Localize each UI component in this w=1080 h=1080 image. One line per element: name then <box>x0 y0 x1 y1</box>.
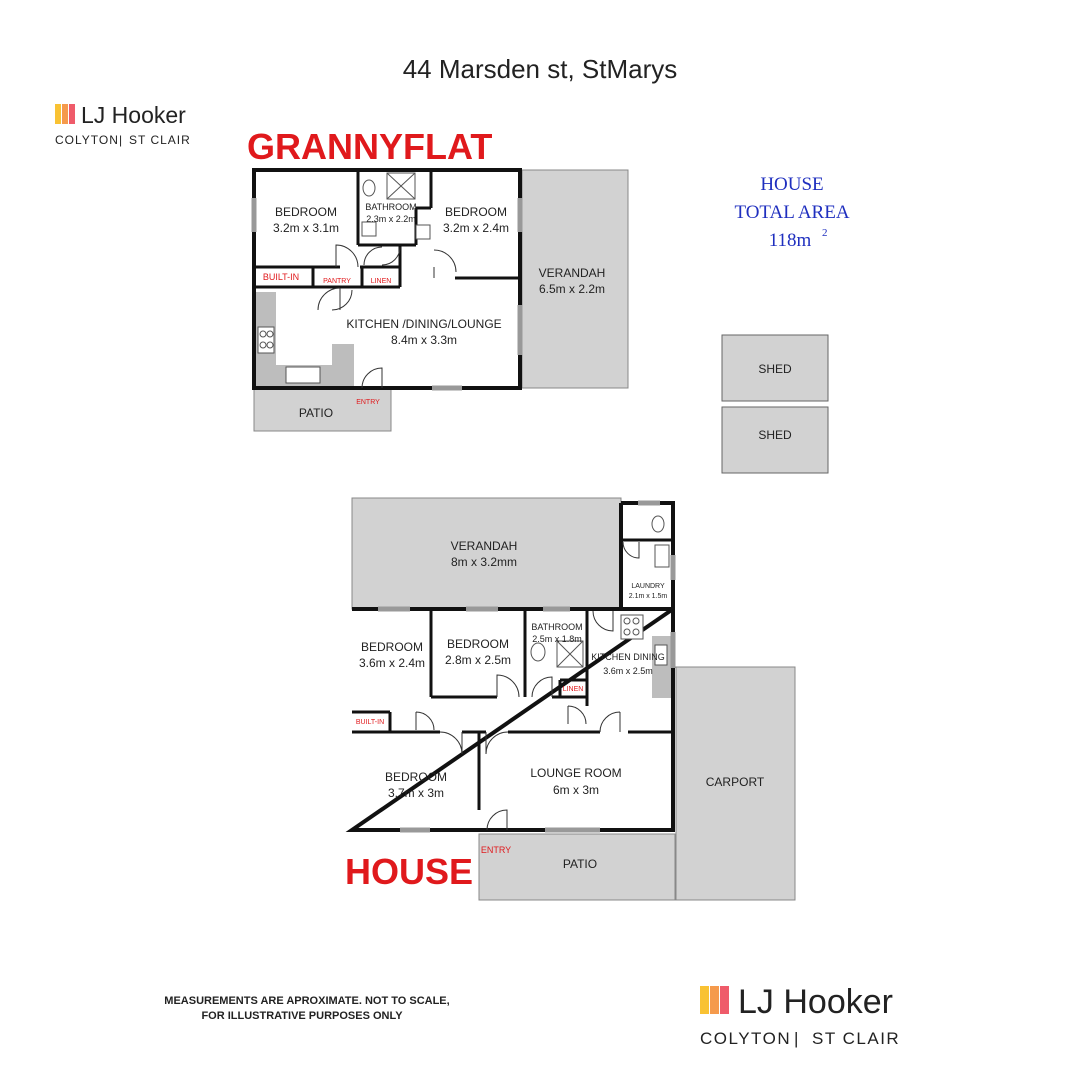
grannyflat-bedroom1-size: 3.2m x 3.1m <box>272 221 340 235</box>
house-verandah-area <box>352 498 621 609</box>
house-bedroom2-name: BEDROOM <box>446 637 510 651</box>
grannyflat-bathroom-name: BATHROOM <box>365 202 417 212</box>
grannyflat-kitchen-name: KITCHEN /DINING/LOUNGE <box>346 317 502 331</box>
house-bedroom1-name: BEDROOM <box>360 640 424 654</box>
grannyflat-kitchen-size: 8.4m x 3.3m <box>390 333 458 347</box>
brand-sub-sep-bottom: | <box>794 1029 799 1048</box>
brand-logo-bottom <box>700 983 900 1048</box>
grannyflat-linen-label: LINEN <box>370 278 392 285</box>
house-lounge-name: LOUNGE ROOM <box>530 766 622 780</box>
house-bedroom3-size: 3.7m x 3m <box>387 786 445 800</box>
house-kitchen-name: KITCHEN DINING <box>591 652 665 662</box>
house-title: HOUSE <box>345 851 474 892</box>
house-builtin-label: BUILT-IN <box>355 719 385 726</box>
total-area-line2: TOTAL AREA <box>734 202 850 223</box>
shed-2-label: SHED <box>758 428 792 442</box>
logo-bar-1 <box>55 104 61 124</box>
grannyflat-builtin-label: BUILT-IN <box>262 272 300 282</box>
grannyflat-bedroom2-name: BEDROOM <box>444 205 508 219</box>
grannyflat-pantry-label: PANTRY <box>323 278 351 285</box>
logo-bar-1-bottom <box>700 986 709 1014</box>
logo-bar-2 <box>62 104 68 124</box>
house-bedroom2-size: 2.8m x 2.5m <box>444 653 512 667</box>
disclaimer-line1: MEASUREMENTS ARE APROXIMATE. NOT TO SCALE, <box>164 995 450 1007</box>
house-entry-label: ENTRY <box>480 845 512 855</box>
house-verandah-size: 8m x 3.2mm <box>450 555 518 569</box>
brand-sub-right-bottom: ST CLAIR <box>812 1029 901 1048</box>
shed-1-label: SHED <box>758 362 792 376</box>
logo-bar-3 <box>69 104 75 124</box>
brand-sub-sep-top: | <box>119 133 123 147</box>
house-laundry-name: LAUNDRY <box>631 583 665 590</box>
house-plan <box>352 498 795 900</box>
logo-bar-3-bottom <box>720 986 729 1014</box>
house-verandah-name: VERANDAH <box>450 539 518 553</box>
house-bathroom-name: BATHROOM <box>531 622 583 632</box>
house-bedroom1-size: 3.6m x 2.4m <box>358 656 426 670</box>
house-laundry-size: 2.1m x 1.5m <box>628 593 668 600</box>
house-carport-name: CARPORT <box>705 775 765 789</box>
house-lounge-size: 6m x 3m <box>552 783 600 797</box>
total-area-line1: HOUSE <box>760 174 824 195</box>
brand-sub-right-top: ST CLAIR <box>129 133 191 147</box>
brand-sub-left-top: COLYTON <box>55 133 119 147</box>
logo-bar-2-bottom <box>710 986 719 1014</box>
total-area-unit: 2 <box>822 227 828 239</box>
grannyflat-bedroom1-name: BEDROOM <box>274 205 338 219</box>
house-patio-name: PATIO <box>562 857 598 871</box>
grannyflat-verandah-size: 6.5m x 2.2m <box>538 282 606 296</box>
house-bedroom3-name: BEDROOM <box>384 770 448 784</box>
grannyflat-title: GRANNYFLAT <box>247 126 493 167</box>
grannyflat-bathroom-size: 2.3m x 2.2m <box>366 214 416 224</box>
address-title: 44 Marsden st, StMarys <box>402 54 678 84</box>
brand-logo-top <box>55 102 191 147</box>
brand-name-top: LJ Hooker <box>81 102 186 128</box>
house-kitchen-size: 3.6m x 2.5m <box>603 666 653 676</box>
total-area-value: 118m <box>768 230 812 251</box>
grannyflat-verandah-name: VERANDAH <box>538 266 606 280</box>
house-linen-label: LINEN <box>562 686 584 693</box>
grannyflat-entry-label: ENTRY <box>356 399 380 406</box>
brand-sub-left-bottom: COLYTON <box>700 1029 792 1048</box>
disclaimer-line2: FOR ILLUSTRATIVE PURPOSES ONLY <box>201 1010 403 1022</box>
grannyflat-bedroom2-size: 3.2m x 2.4m <box>442 221 510 235</box>
house-bathroom-size: 2.5m x 1.8m <box>532 634 582 644</box>
brand-name-bottom: LJ Hooker <box>738 983 893 1021</box>
grannyflat-patio-name: PATIO <box>298 406 334 420</box>
